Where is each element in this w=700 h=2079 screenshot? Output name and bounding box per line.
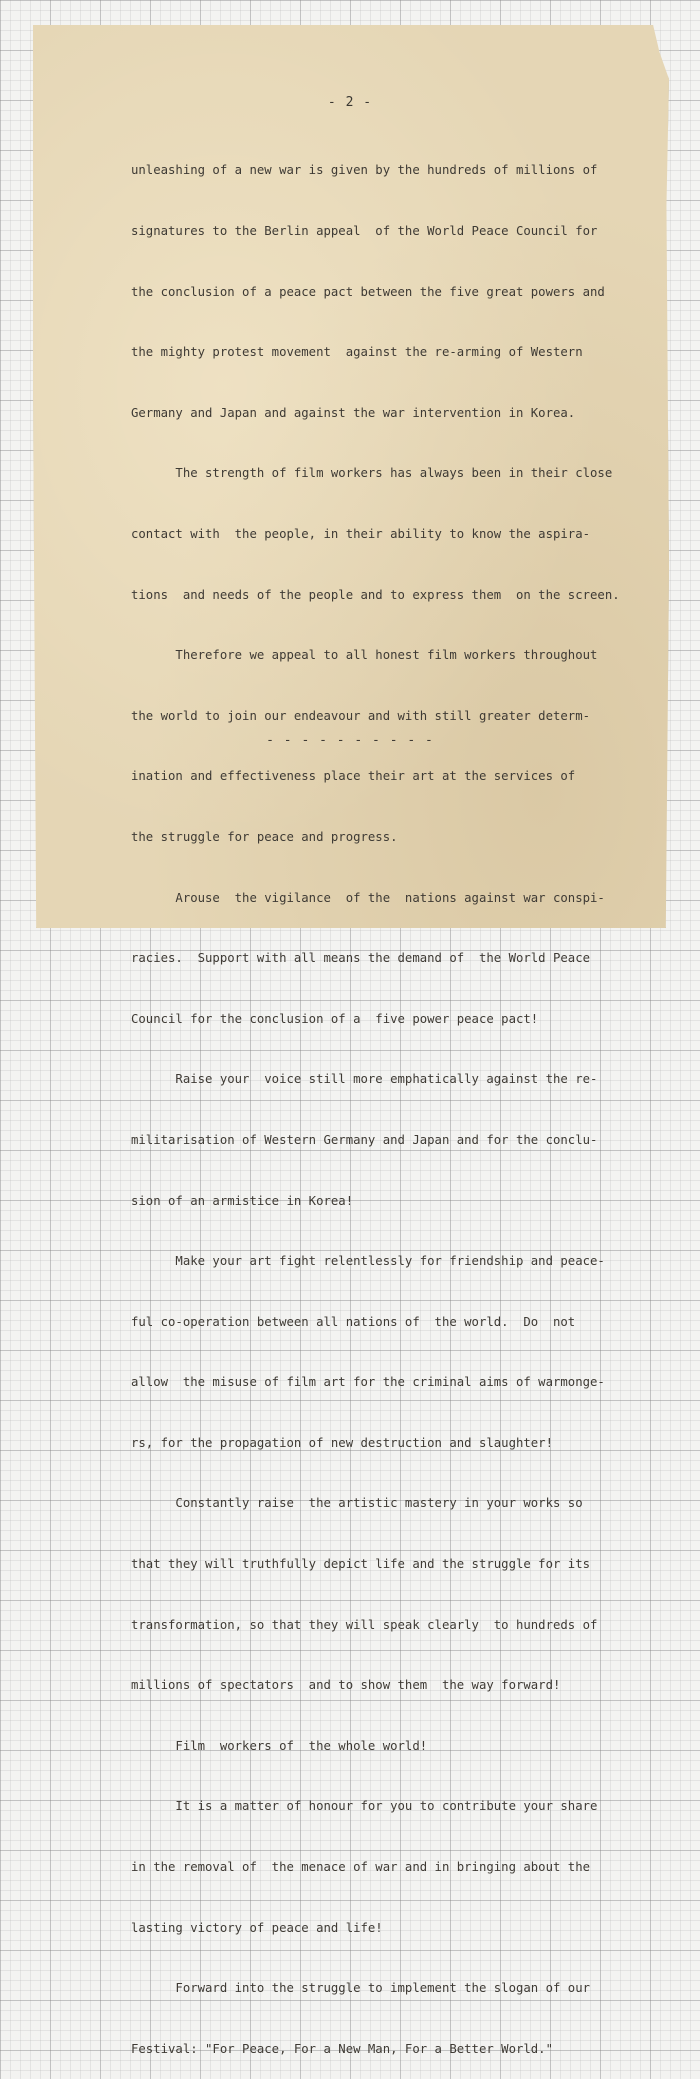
text-line: It is a matter of honour for you to contribute your share [131,1799,598,1814]
text-line: rs, for the propagation of new destruction and slaughter! [131,1435,553,1450]
text-line: Make your art fight relentlessly for friendship and peace- [131,1254,605,1269]
end-rule: - - - - - - - - - - [266,733,434,748]
text-line: unleashing of a new war is given by the hundreds of millions of [131,163,598,178]
text-line: ination and effectiveness place their art at the services of [131,769,576,784]
text-line: millions of spectators and to show them the way forward! [131,1678,561,1693]
text-line: Film workers of the whole world! [131,1738,428,1753]
text-line: transformation, so that they will speak clearly to hundreds of [131,1617,598,1632]
page-number: - 2 - [327,95,373,110]
text-line: ful co-operation between all nations of the world. Do not [131,1314,576,1329]
text-line: signatures to the Berlin appeal of the World Peace Council for [131,224,598,238]
text-line: Raise your voice still more emphatically against the re- [131,1072,598,1087]
text-line: Germany and Japan and against the war intervention in Korea. [131,405,576,420]
body-text [131,120,631,2079]
text-line: that they will truthfully depict life and the struggle for its [131,1557,591,1572]
text-line: in the removal of the menace of war and in bringing about the [131,1860,591,1875]
text-line: lasting victory of peace and life! [131,1920,383,1935]
text-line: The strength of film workers has always been in their close [131,466,613,481]
text-line: the mighty protest movement against the re-arming of Western [131,345,583,360]
text-line: Forward into the struggle to implement the slogan of our [131,1981,591,1996]
text-line: tions and needs of the people and to express them on the screen. [131,587,620,602]
text-line: Festival: "For Peace, For a New Man, For a Better World." [131,2041,553,2056]
text-line: sion of an armistice in Korea! [131,1193,354,1208]
text-line: the conclusion of a peace pact between the five great powers and [131,284,605,299]
text-line: Council for the conclusion of a five power peace pact! [131,1011,539,1026]
text-line: the world to join our endeavour and with still greater determ- [131,708,591,723]
text-line: Arouse the vigilance of the nations against war conspi- [131,890,605,905]
text-line: militarisation of Western Germany and Japan and for the conclu- [131,1132,598,1147]
text-line: racies. Support with all means the demand of the World Peace [131,951,591,966]
text-line: the struggle for peace and progress. [131,829,398,844]
text-line: Constantly raise the artistic mastery in your works so [131,1496,583,1511]
text-line: contact with the people, in their ability to know the aspira- [131,526,591,541]
text-line: Therefore we appeal to all honest film workers throughout [131,648,598,663]
text-line: allow the misuse of film art for the criminal aims of warmonge- [131,1375,605,1390]
